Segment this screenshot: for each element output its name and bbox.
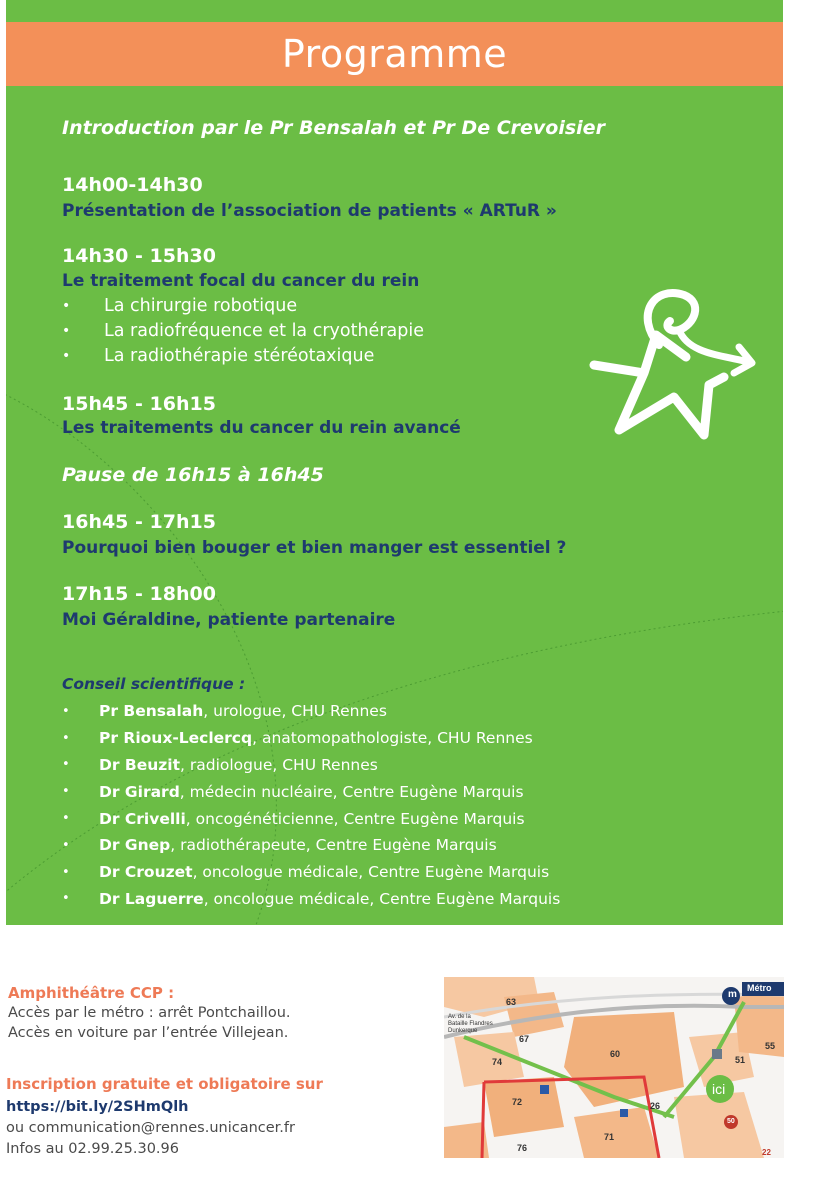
- member-role: , médecin nucléaire, Centre Eugène Marquis: [179, 782, 524, 801]
- program-panel: [6, 0, 783, 925]
- session-time: 14h30 - 15h30: [62, 245, 216, 267]
- bullet-icon: •: [62, 757, 70, 773]
- topic-label: La radiothérapie stéréotaxique: [104, 345, 375, 366]
- list-item: [62, 293, 424, 318]
- building-number: 63: [506, 997, 517, 1007]
- registration-title: Inscription gratuite et obligatoire sur: [6, 1075, 323, 1093]
- list-item: [62, 805, 560, 832]
- building-number: 72: [512, 1097, 523, 1107]
- pause-line: Pause de 16h15 à 16h45: [62, 464, 324, 486]
- access-map: [444, 977, 784, 1158]
- member-name: Dr Girard: [99, 782, 180, 801]
- building-number: 67: [519, 1034, 530, 1044]
- building-number: 51: [735, 1055, 746, 1065]
- metro-letter: m: [728, 989, 737, 1000]
- session-topics: [62, 293, 424, 368]
- list-item: [62, 778, 560, 805]
- building-number: 55: [765, 1041, 776, 1051]
- session-subject: Présentation de l’association de patients « ARTuR »: [62, 201, 557, 221]
- venue-access-car: Accès en voiture par l’entrée Villejean.: [8, 1025, 289, 1041]
- session-subject: Moi Géraldine, patiente partenaire: [62, 610, 396, 630]
- session-subject: Le traitement focal du cancer du rein: [62, 271, 420, 291]
- registration-link[interactable]: https://bit.ly/2SHmQlh: [6, 1099, 189, 1115]
- bullet-icon: •: [62, 784, 70, 800]
- street-label: Dunkerque: [448, 1028, 478, 1034]
- list-item: [62, 698, 560, 725]
- venue-title: Amphithéâtre CCP :: [8, 984, 175, 1002]
- session-subject: Pourquoi bien bouger et bien manger est essentiel ?: [62, 538, 567, 558]
- building-number: 76: [517, 1143, 528, 1153]
- committee-list: [62, 698, 560, 912]
- member-name: Dr Crouzet: [99, 863, 193, 882]
- bullet-icon: •: [62, 347, 71, 364]
- venue-access-metro: Accès par le métro : arrêt Pontchaillou.: [8, 1005, 291, 1021]
- bullet-icon: •: [62, 703, 70, 719]
- list-item: [62, 752, 560, 779]
- topic-label: La radiofréquence et la cryothérapie: [104, 320, 424, 341]
- list-item: [62, 725, 560, 752]
- member-role: , anatomopathologiste, CHU Rennes: [252, 729, 533, 748]
- registration-email[interactable]: ou communication@rennes.unicancer.fr: [6, 1120, 295, 1136]
- session-time: 16h45 - 17h15: [62, 511, 216, 533]
- street-label: Bataille Flandres: [448, 1021, 493, 1027]
- street-label: Av. de la: [448, 1014, 471, 1020]
- member-name: Dr Laguerre: [99, 889, 204, 908]
- member-name: Dr Gnep: [99, 836, 171, 855]
- metro-label: Métro: [747, 983, 772, 993]
- member-role: , oncologue médicale, Centre Eugène Marquis: [192, 863, 550, 882]
- ribbon-star-logo: [574, 285, 764, 445]
- header-band: [6, 22, 783, 86]
- member-role: , radiologue, CHU Rennes: [180, 755, 378, 774]
- topic-label: La chirurgie robotique: [104, 295, 298, 316]
- member-role: , radiothérapeute, Centre Eugène Marquis: [170, 836, 497, 855]
- bullet-icon: •: [62, 322, 71, 339]
- session-time: 17h15 - 18h00: [62, 583, 216, 605]
- building-number: 50: [727, 1118, 735, 1125]
- building-number: 60: [610, 1049, 621, 1059]
- member-name: Dr Beuzit: [99, 755, 181, 774]
- session-time: 14h00-14h30: [62, 174, 203, 196]
- committee-title: Conseil scientifique :: [62, 675, 246, 693]
- bullet-icon: •: [62, 891, 70, 907]
- top-strip: [6, 0, 783, 22]
- session-subject: Les traitements du cancer du rein avancé: [62, 418, 461, 438]
- member-role: , urologue, CHU Rennes: [203, 702, 387, 721]
- info-phone: Infos au 02.99.25.30.96: [6, 1141, 179, 1157]
- map-drawing: [444, 977, 784, 1158]
- member-role: , oncogénéticienne, Centre Eugène Marquis: [185, 809, 525, 828]
- list-item: [62, 832, 560, 859]
- bullet-icon: •: [62, 297, 71, 314]
- bullet-icon: •: [62, 864, 70, 880]
- building-number: 22: [762, 1148, 771, 1157]
- page-title: Programme: [281, 32, 508, 76]
- list-item: [62, 343, 424, 368]
- session-time: 15h45 - 16h15: [62, 393, 216, 415]
- bullet-icon: •: [62, 811, 70, 827]
- list-item: [62, 859, 560, 886]
- list-item: [62, 886, 560, 913]
- member-role: , oncologue médicale, Centre Eugène Marquis: [203, 889, 561, 908]
- building-number: 71: [604, 1132, 615, 1142]
- building-number: 26: [650, 1101, 661, 1111]
- bullet-icon: •: [62, 730, 70, 746]
- list-item: [62, 318, 424, 343]
- member-name: Pr Rioux-Leclercq: [99, 729, 253, 748]
- member-name: Pr Bensalah: [99, 702, 204, 721]
- bullet-icon: •: [62, 837, 70, 853]
- building-number: 74: [492, 1057, 503, 1067]
- here-label: ici: [712, 1081, 726, 1097]
- member-name: Dr Crivelli: [99, 809, 186, 828]
- intro-line: Introduction par le Pr Bensalah et Pr De Crevoisier: [62, 117, 605, 139]
